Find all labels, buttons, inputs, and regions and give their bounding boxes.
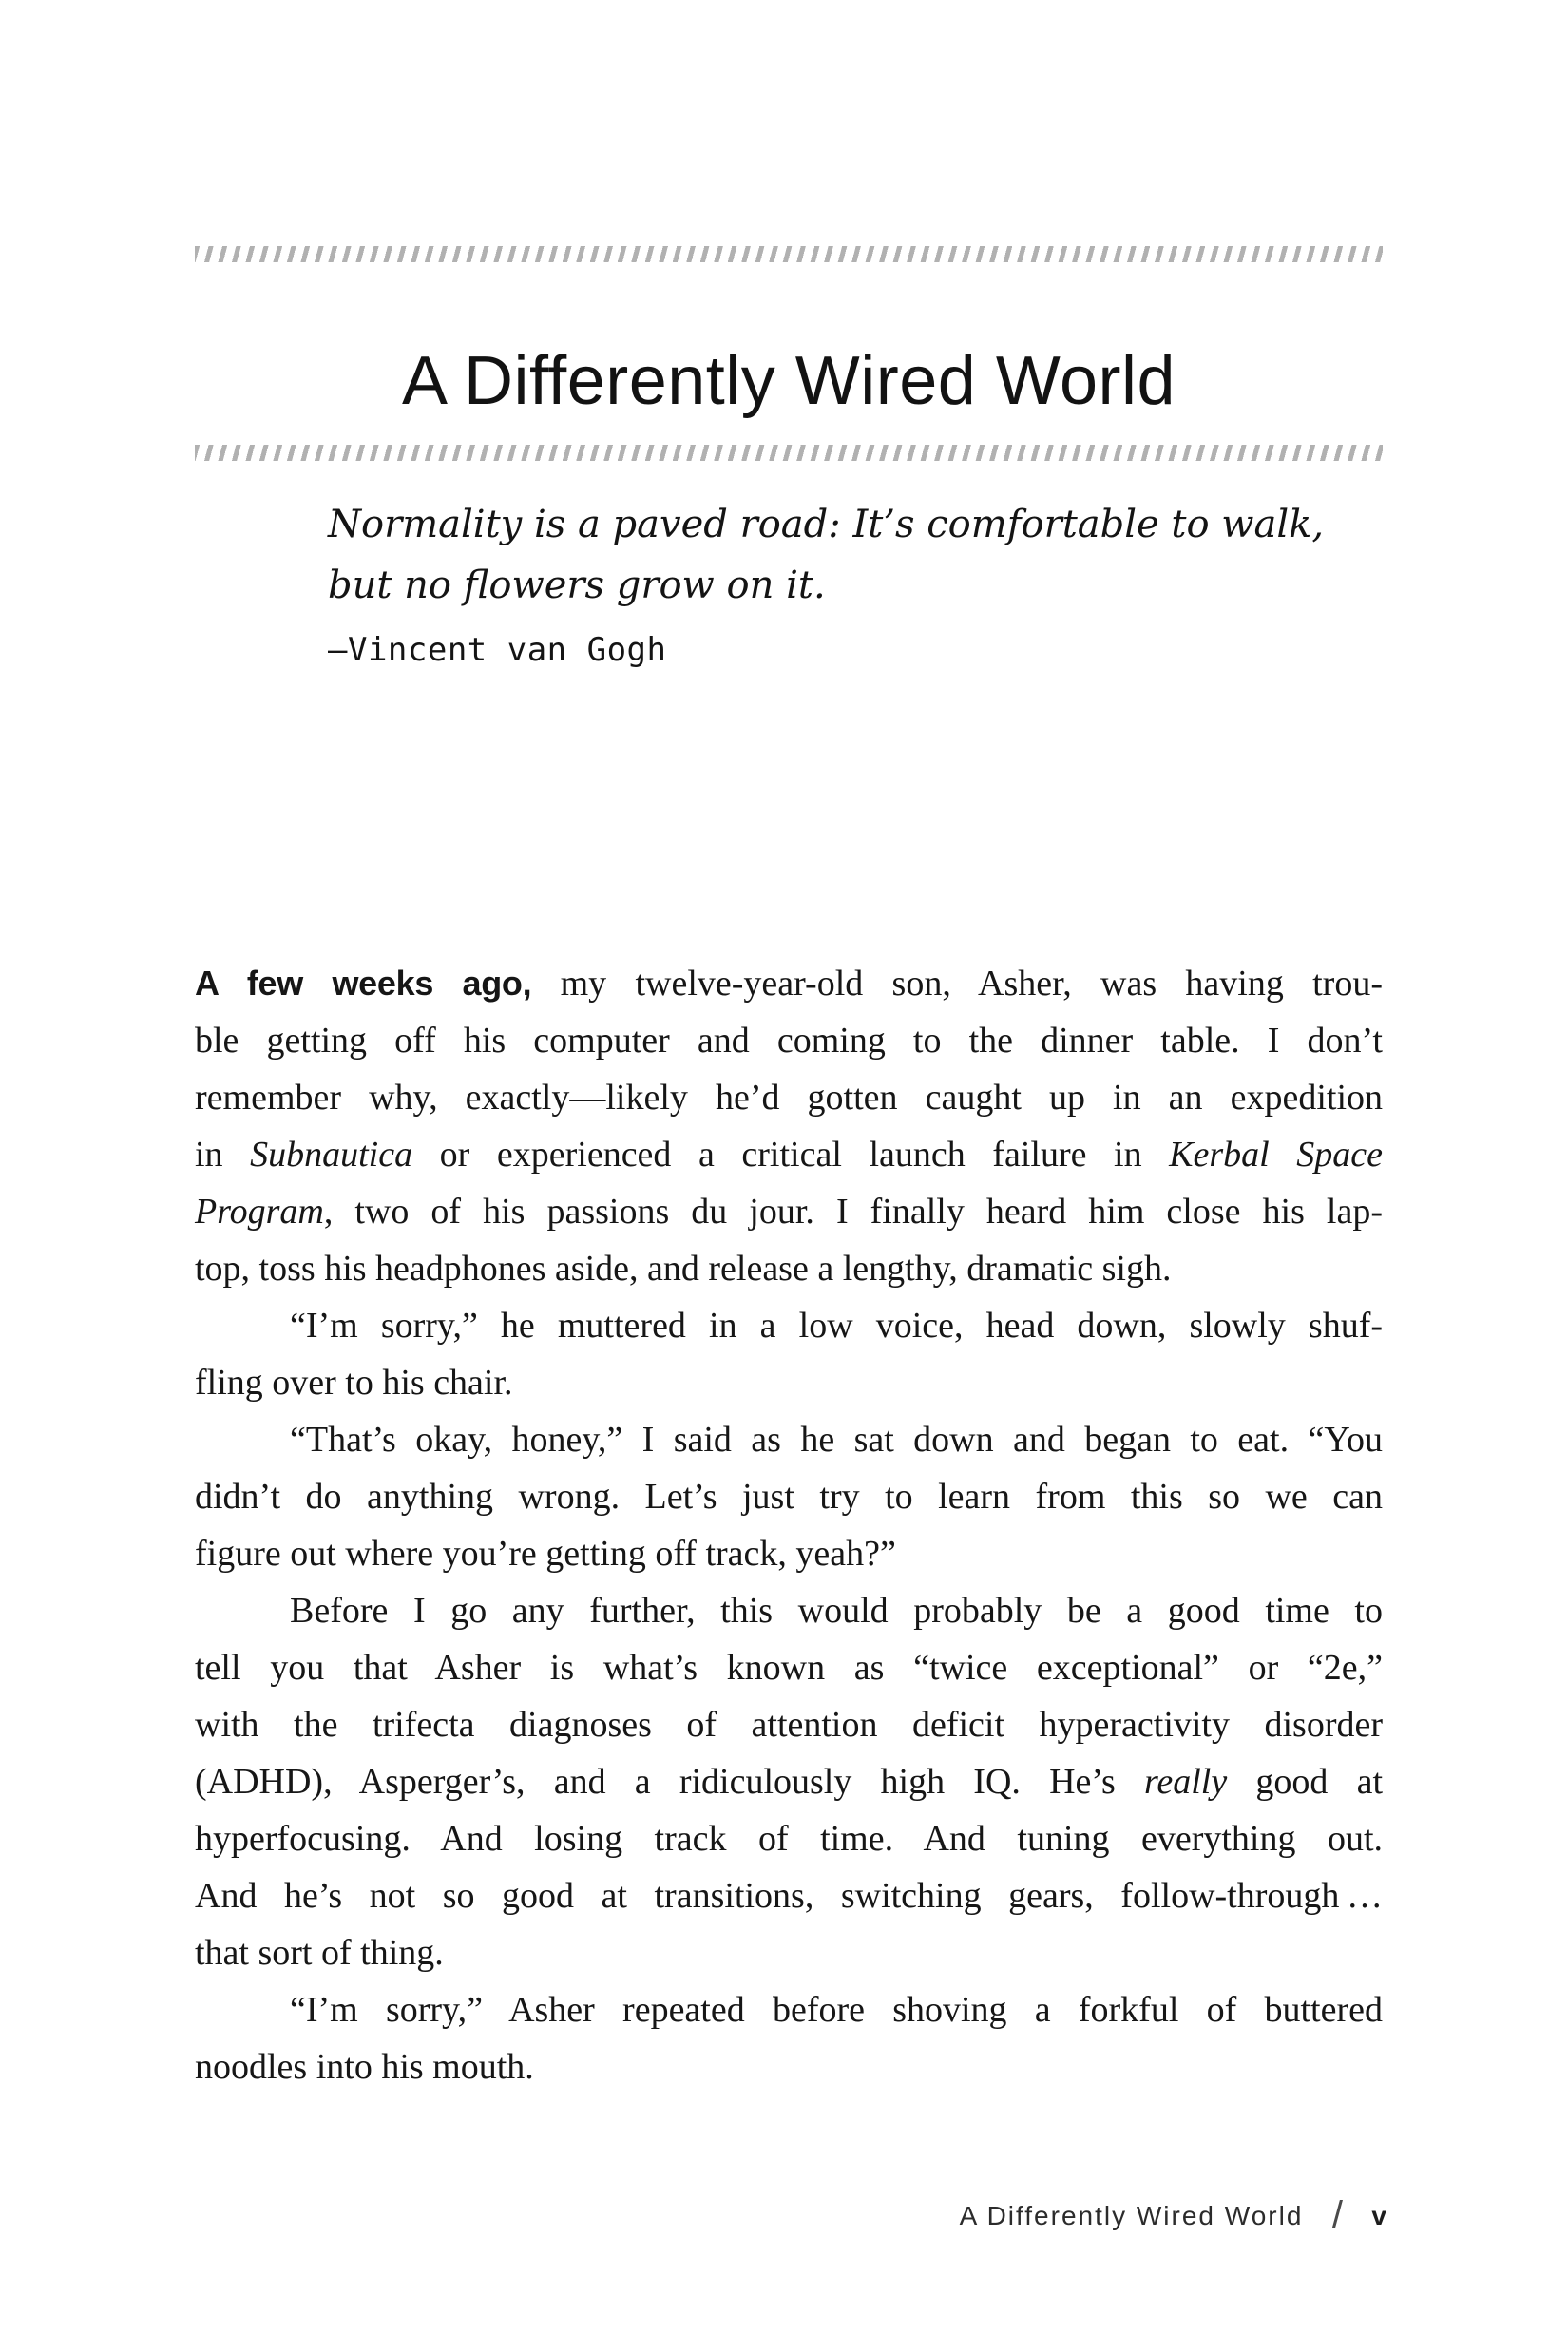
text-run: my twelve-year-old son, Asher, was having trou- [531,964,1383,1004]
italic-text: Kerbal Space [1169,1135,1383,1175]
italic-text: Program [195,1192,324,1232]
body-line [195,1696,1383,1753]
epigraph-line: Normality is a paved road: It’s comfortable to walk, [328,503,1325,546]
body-line [195,1411,1383,1468]
running-head: A Differently Wired World [959,2201,1304,2230]
italic-text: really [1143,1762,1228,1802]
body-line [195,1981,1383,2038]
body-line [195,1753,1383,1810]
text-run: remember why, exactly—likely he’d gotten caught up in an expedition [195,1078,1383,1118]
body-line [195,1354,1383,1411]
body-line [195,1867,1383,1924]
lead-in-text: A few weeks ago, [195,964,532,1003]
text-run: top, toss his headphones aside, and release a lengthy, dramatic sigh. [195,1249,1172,1289]
body-line [195,1012,1383,1069]
body-line [195,1240,1383,1297]
text-run: (ADHD), Asperger’s, and a ridiculously high IQ. He’s [195,1762,1144,1802]
body-line [195,1069,1383,1126]
body-line [195,1183,1383,1240]
text-run: in [195,1135,251,1175]
text-run: fling over to his chair. [195,1363,513,1403]
text-run: , two of his passions du jour. I finally heard him close his lap- [323,1192,1383,1232]
text-run: And he’s not so good at transitions, switching gears, follow-through … [195,1876,1383,1916]
page-footer [195,2193,1387,2243]
text-run: “That’s okay, honey,” I said as he sat down and began to eat. “You [290,1420,1383,1460]
text-run: with the trifecta diagnoses of attention deficit hyperactivity disorder [195,1705,1383,1745]
chapter-title: A Differently Wired World [401,343,1176,420]
text-run: ble getting off his computer and coming to the dinner table. I don’t [195,1021,1383,1061]
body-line [195,1468,1383,1525]
text-run: hyperfocusing. And losing track of time. And tuning everything out. [195,1819,1383,1859]
body-line [195,2038,1383,2095]
text-run: didn’t do anything wrong. Let’s just try to learn from this so we can [195,1477,1383,1517]
epigraph [328,494,1383,679]
text-run: Before I go any further, this would probably be a good time to [290,1591,1383,1631]
text-run: or experienced a critical launch failure in [412,1135,1170,1175]
epigraph-line: but no flowers grow on it. [328,564,826,607]
text-run: noodles into his mouth. [195,2047,534,2087]
page-number: v [1371,2201,1387,2230]
text-run: that sort of thing. [195,1933,444,1973]
body-line [195,1297,1383,1354]
body-line [195,955,1383,1012]
text-run: “I’m sorry,” he muttered in a low voice, head down, slowly shuf- [290,1306,1383,1346]
body-text [195,955,1383,2095]
epigraph-attribution: —Vincent van Gogh [328,631,667,669]
footer-slash-separator: / [1331,2194,1343,2236]
body-line [195,1639,1383,1696]
text-run: figure out where you’re getting off track, yeah?” [195,1534,896,1574]
body-line [195,1810,1383,1867]
body-line [195,1525,1383,1582]
decorative-hatch-rule-top [195,246,1383,262]
text-run: good at [1227,1762,1383,1802]
body-line [195,1924,1383,1981]
text-run: “I’m sorry,” Asher repeated before shoving a forkful of buttered [290,1990,1383,2030]
decorative-hatch-rule-bottom [195,445,1383,461]
body-line [195,1126,1383,1183]
body-line [195,1582,1383,1639]
italic-text: Subnautica [250,1135,413,1175]
text-run: tell you that Asher is what’s known as “twice exceptional” or “2e,” [195,1648,1383,1688]
